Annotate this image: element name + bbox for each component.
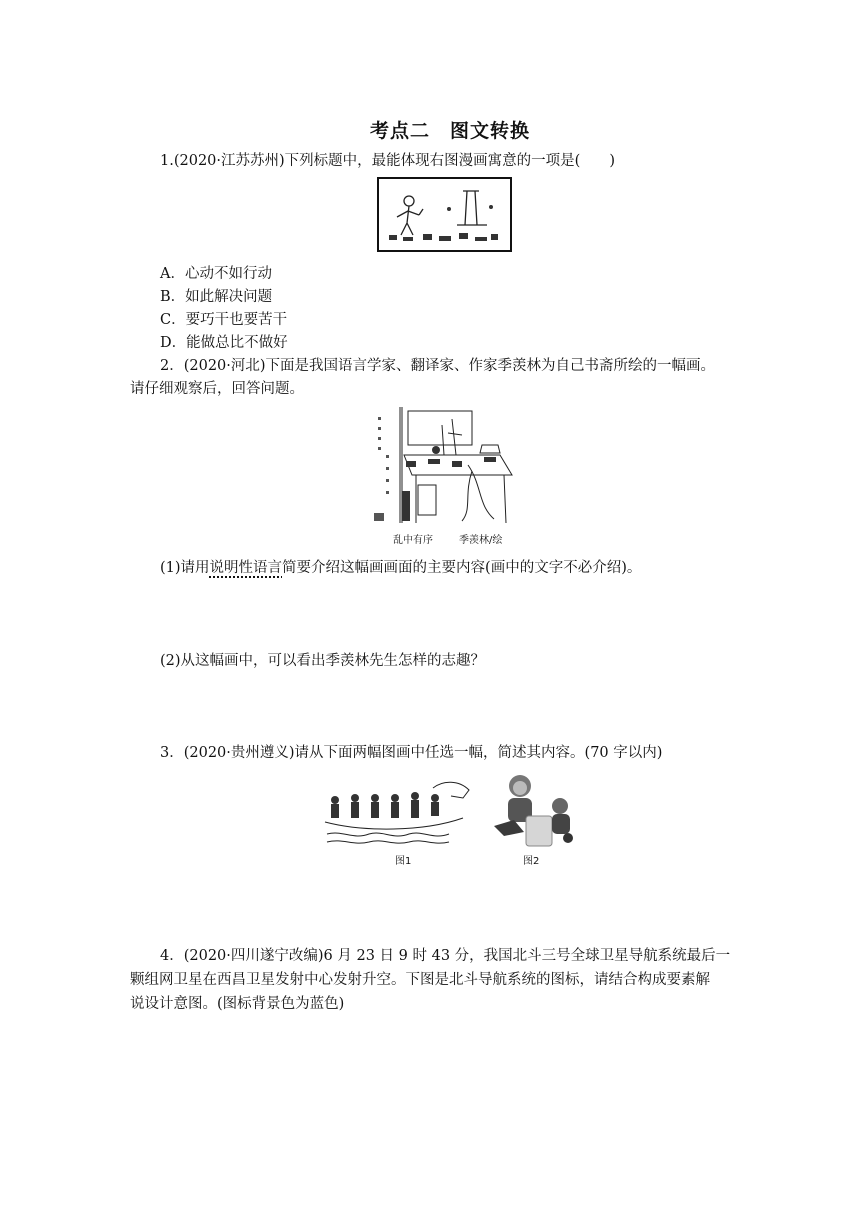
children-image bbox=[490, 772, 578, 850]
question-1-option-a: A．心动不如行动 bbox=[160, 266, 272, 282]
question-3-stem: 3．(2020·贵州遵义)请从下面两幅图画中任选一幅，简述其内容。(70 字以内) bbox=[160, 745, 663, 761]
question-1-option-d: D．能做总比不做好 bbox=[160, 335, 288, 351]
question-2-sub1-emphasis: 说明性语言 bbox=[209, 560, 283, 576]
question-2-sub1-pre: (1)请用 bbox=[160, 560, 210, 576]
dragon-boat-sketch bbox=[323, 776, 475, 848]
figure-2-caption: 图2 bbox=[523, 856, 540, 867]
question-2-sub1-post: 简要介绍这幅画画面的主要内容(画中的文字不必介绍)。 bbox=[282, 560, 642, 576]
comic-drawing bbox=[379, 179, 510, 250]
dragon-boat-image bbox=[323, 776, 475, 848]
children-photo bbox=[490, 772, 578, 850]
question-2-stem-line1: 2．(2020·河北)下面是我国语言学家、翻译家、作家季羡林为自己书斋所绘的一幅画。 bbox=[160, 358, 716, 374]
question-2-sub1 bbox=[160, 557, 641, 579]
drawing-caption-right: 季羡林/绘 bbox=[459, 535, 503, 546]
page-title: 考点二 图文转换 bbox=[369, 120, 530, 142]
comic-image-q1 bbox=[377, 177, 512, 252]
question-1-stem: 1.(2020·江苏苏州)下列标题中，最能体现右图漫画寓意的一项是( ) bbox=[160, 153, 615, 169]
question-1-option-b: B．如此解决问题 bbox=[160, 289, 273, 305]
drawing-caption-left: 乱中有序 bbox=[393, 535, 433, 546]
study-drawing-q2 bbox=[372, 405, 520, 527]
question-4-line3: 说设计意图。(图标背景色为蓝色) bbox=[130, 996, 345, 1012]
question-2-stem-line2: 请仔细观察后，回答问题。 bbox=[130, 381, 304, 397]
question-4-line2: 颗组网卫星在西昌卫星发射中心发射升空。下图是北斗导航系统的图标，请结合构成要素解 bbox=[130, 972, 710, 988]
study-sketch bbox=[372, 405, 520, 527]
figure-1-caption: 图1 bbox=[395, 856, 412, 867]
question-1-option-c: C．要巧干也要苦干 bbox=[160, 312, 288, 328]
question-4-line1: 4．(2020·四川遂宁改编)6 月 23 日 9 时 43 分，我国北斗三号全球卫星导航系统最后一 bbox=[160, 948, 731, 964]
question-2-sub2: (2)从这幅画中，可以看出季羡林先生怎样的志趣？ bbox=[160, 653, 486, 669]
